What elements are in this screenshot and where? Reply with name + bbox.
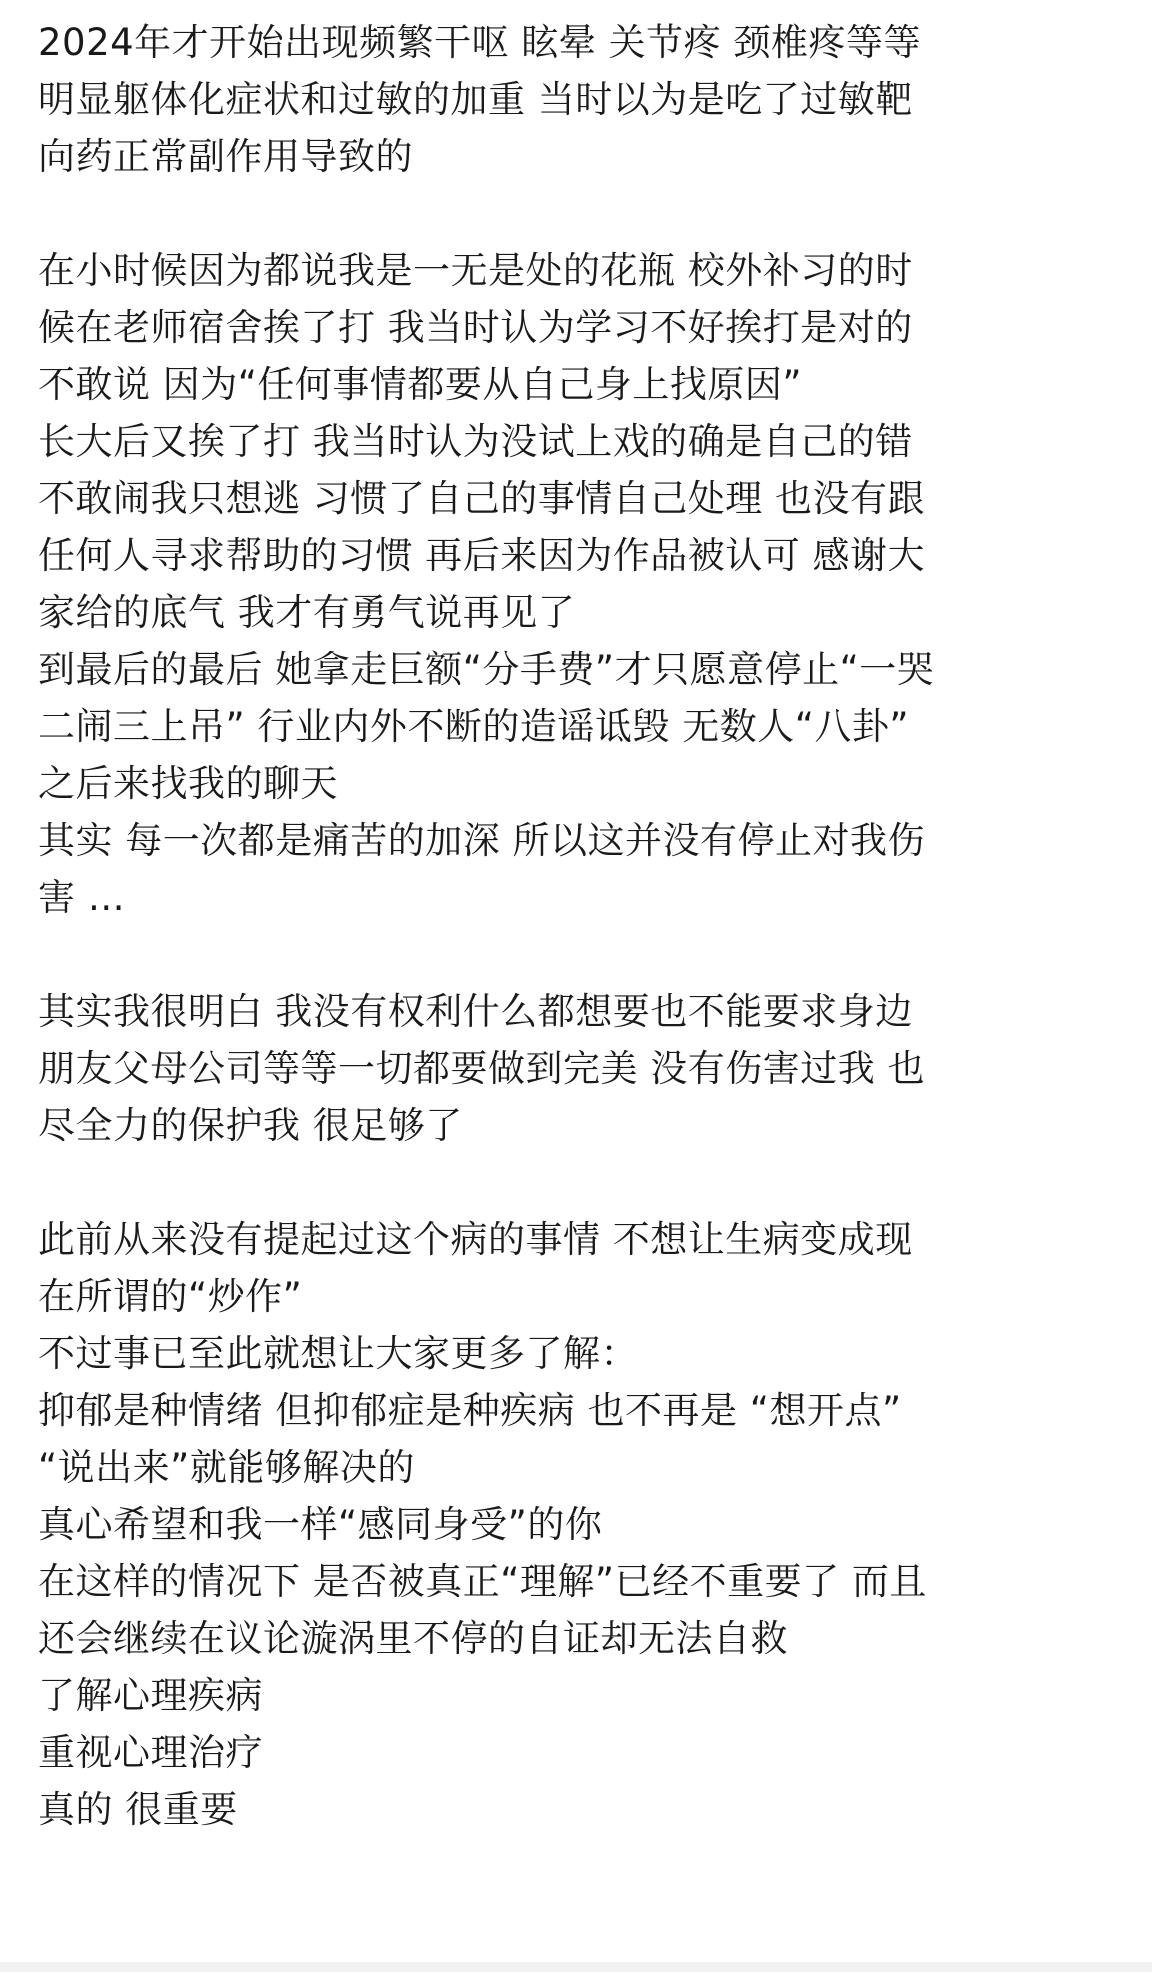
text-line: 到最后的最后 她拿走巨额“分手费”才只愿意停止“一哭 <box>38 648 935 691</box>
text-line: 此前从来没有提起过这个病的事情 不想让生病变成现 <box>38 1218 913 1261</box>
text-line: 了解心理疾病 <box>38 1674 263 1717</box>
text-line: 真的 很重要 <box>38 1788 238 1831</box>
text-line: 害 … <box>38 876 126 919</box>
text-line: 2024年才开始出现频繁干呕 眩晕 关节疼 颈椎疼等等 <box>38 21 921 64</box>
paragraph-gap <box>38 926 1128 983</box>
text-line: 不过事已至此就想让大家更多了解： <box>38 1332 638 1375</box>
text-line: 真心希望和我一样“感同身受”的你 <box>38 1503 603 1546</box>
text-line: 之后来找我的聊天 <box>38 762 338 805</box>
text-line: 明显躯体化症状和过敏的加重 当时以为是吃了过敏靶 <box>38 78 913 121</box>
paragraph-gap <box>38 185 1128 242</box>
text-line: 长大后又挨了打 我当时认为没试上戏的确是自己的错 <box>38 420 913 463</box>
text-line: “说出来”就能够解决的 <box>38 1446 415 1489</box>
text-line: 尽全力的保护我 很足够了 <box>38 1104 463 1147</box>
text-line: 不敢闹我只想逃 习惯了自己的事情自己处理 也没有跟 <box>38 477 926 520</box>
bottom-divider <box>0 1962 1152 1972</box>
text-line: 二闹三上吊” 行业内外不断的造谣诋毁 无数人“八卦” <box>38 705 910 748</box>
text-line: 朋友父母公司等等一切都要做到完美 没有伤害过我 也 <box>38 1047 926 1090</box>
paragraph-gap <box>38 1154 1128 1211</box>
text-line: 在这样的情况下 是否被真正“理解”已经不重要了 而且 <box>38 1560 927 1603</box>
post-body <box>38 14 1128 1838</box>
text-line: 在小时候因为都说我是一无是处的花瓶 校外补习的时 <box>38 249 913 292</box>
text-line: 向药正常副作用导致的 <box>38 135 413 178</box>
text-line: 还会继续在议论漩涡里不停的自证却无法自救 <box>38 1617 788 1660</box>
text-line: 任何人寻求帮助的习惯 再后来因为作品被认可 感谢大 <box>38 534 926 577</box>
text-line: 在所谓的“炒作” <box>38 1275 303 1318</box>
text-line: 其实 每一次都是痛苦的加深 所以这并没有停止对我伤 <box>38 819 926 862</box>
text-line: 家给的底气 我才有勇气说再见了 <box>38 591 576 634</box>
text-line: 不敢说 因为“任何事情都要从自己身上找原因” <box>38 363 803 406</box>
text-line: 重视心理治疗 <box>38 1731 263 1774</box>
text-line: 抑郁是种情绪 但抑郁症是种疾病 也不再是 “想开点” <box>38 1389 902 1432</box>
text-line: 候在老师宿舍挨了打 我当时认为学习不好挨打是对的 <box>38 306 913 349</box>
text-line: 其实我很明白 我没有权利什么都想要也不能要求身边 <box>38 990 913 1033</box>
